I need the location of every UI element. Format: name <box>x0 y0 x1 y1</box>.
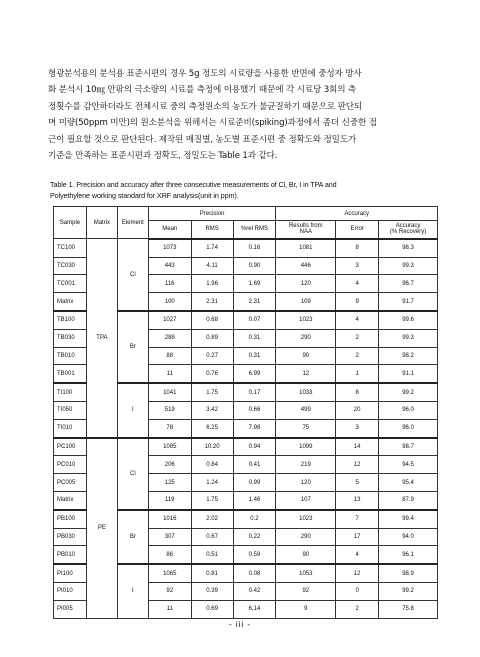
cell-rms: 0.81 <box>191 564 233 582</box>
cell-error: 4 <box>336 275 379 293</box>
cell-mean: 1041 <box>148 383 191 401</box>
cell-recovery: 98.2 <box>379 347 438 365</box>
cell-recovery: 96.7 <box>379 275 438 293</box>
cell-rel-rms: 0.07 <box>233 311 276 329</box>
cell-mean: 86 <box>148 546 191 564</box>
caption-line: Table 1. Precision and accuracy after three consecutive measurements of Cl, Br, I in TPA and <box>50 180 337 189</box>
cell-error: 2 <box>336 347 379 365</box>
paragraph-line: 화 분석시 10㎎ 안팎의 극소량의 시료를 측정에 이용했기 때문에 각 시료당 3회의 측 <box>48 85 357 96</box>
cell-rel-rms: 0.41 <box>233 456 276 474</box>
cell-sample: PI005 <box>54 600 87 618</box>
cell-sample: TC100 <box>54 239 87 257</box>
cell-rms: 1.74 <box>191 239 233 257</box>
cell-error: 3 <box>336 257 379 275</box>
results-table <box>53 206 438 619</box>
cell-mean: 1027 <box>148 311 191 329</box>
cell-mean: 1073 <box>148 239 191 257</box>
cell-mean: 100 <box>148 293 191 311</box>
paragraph-line: 기준을 만족하는 표준시편과 정확도, 정밀도는 Table 1과 같다. <box>48 151 278 162</box>
paragraph-line: 정횟수를 감안하더라도 전체시료 중의 측정원소의 농도가 불균질하기 때문으로 판단되 <box>48 101 363 112</box>
cell-rel-rms: 0.31 <box>233 347 276 365</box>
table-row <box>54 239 438 257</box>
cell-error: 13 <box>336 491 379 509</box>
cell-sample: PC100 <box>54 438 87 456</box>
cell-naa: 120 <box>276 275 336 293</box>
cell-rms: 1.24 <box>191 474 233 492</box>
cell-rel-rms: 6.99 <box>233 365 276 383</box>
cell-rel-rms: 6.14 <box>233 600 276 618</box>
cell-rms: 0.84 <box>191 456 233 474</box>
cell-sample: Matrix <box>54 293 87 311</box>
cell-error: 1 <box>336 365 379 383</box>
cell-naa: 120 <box>276 474 336 492</box>
cell-rel-rms: 7.98 <box>233 419 276 437</box>
cell-rel-rms: 0.59 <box>233 546 276 564</box>
body-paragraph <box>48 66 441 164</box>
cell-sample: PC005 <box>54 474 87 492</box>
cell-error: 4 <box>336 546 379 564</box>
cell-rel-rms: 2.31 <box>233 293 276 311</box>
cell-rel-rms: 0.90 <box>233 257 276 275</box>
header-naa <box>276 221 336 239</box>
cell-mean: 11 <box>148 600 191 618</box>
paragraph-line: 근이 필요할 것으로 판단된다. 제작된 매질별, 농도별 표준시편 중 정확도와 정밀도가 <box>48 134 357 145</box>
cell-rms: 0.69 <box>191 600 233 618</box>
cell-naa: 1023 <box>276 510 336 528</box>
cell-rms: 1.75 <box>191 383 233 401</box>
cell-rel-rms: 1.69 <box>233 275 276 293</box>
cell-rel-rms: 0.66 <box>233 401 276 419</box>
cell-rms: 0.51 <box>191 546 233 564</box>
cell-rel-rms: 0.22 <box>233 528 276 546</box>
cell-element: Cl <box>117 239 148 311</box>
cell-mean: 11 <box>148 365 191 383</box>
cell-recovery: 94.5 <box>379 456 438 474</box>
cell-error: 4 <box>336 311 379 329</box>
cell-sample: TB001 <box>54 365 87 383</box>
cell-naa: 290 <box>276 528 336 546</box>
cell-naa: 9 <box>276 600 336 618</box>
cell-sample: TB100 <box>54 311 87 329</box>
cell-mean: 1085 <box>148 438 191 456</box>
cell-rms: 0.89 <box>191 329 233 347</box>
cell-naa: 219 <box>276 456 336 474</box>
cell-sample: TB030 <box>54 329 87 347</box>
cell-sample: PC010 <box>54 456 87 474</box>
cell-rms: 10.20 <box>191 438 233 456</box>
cell-naa: 1099 <box>276 438 336 456</box>
cell-error: 3 <box>336 419 379 437</box>
header-mean: Mean <box>148 221 191 239</box>
cell-rel-rms: 0.16 <box>233 239 276 257</box>
cell-rms: 4.11 <box>191 257 233 275</box>
cell-mean: 307 <box>148 528 191 546</box>
cell-error: 0 <box>336 582 379 600</box>
cell-error: 17 <box>336 528 379 546</box>
header-naa-line: NAA <box>299 229 312 236</box>
cell-recovery: 96.0 <box>379 401 438 419</box>
cell-naa: 109 <box>276 293 336 311</box>
caption-line: Polyethylene working standard for XRF analysis(unit in ppm). <box>50 190 239 200</box>
cell-sample: TI100 <box>54 383 87 401</box>
header-precision: Precision <box>148 207 276 221</box>
cell-naa: 1081 <box>276 239 336 257</box>
table-row <box>54 438 438 456</box>
header-recovery-line: (% Recovery) <box>389 229 427 236</box>
cell-recovery: 98.9 <box>379 564 438 582</box>
cell-recovery: 91.7 <box>379 293 438 311</box>
cell-error: 14 <box>336 438 379 456</box>
cell-rms: 2.02 <box>191 510 233 528</box>
cell-sample: PB100 <box>54 510 87 528</box>
cell-recovery: 99.4 <box>379 510 438 528</box>
cell-recovery: 99.2 <box>379 582 438 600</box>
cell-matrix: TPA <box>86 239 117 438</box>
cell-naa: 1023 <box>276 311 336 329</box>
cell-rel-rms: 0.31 <box>233 329 276 347</box>
cell-rms: 0.67 <box>191 528 233 546</box>
cell-rms: 2.31 <box>191 293 233 311</box>
cell-mean: 1065 <box>148 564 191 582</box>
paragraph-line: 형광분석용의 분석용 표준시편의 경우 5g 정도의 시료량을 사용한 반면에 중성자 방사 <box>48 69 362 79</box>
cell-error: 5 <box>336 474 379 492</box>
cell-mean: 119 <box>148 491 191 509</box>
cell-naa: 499 <box>276 401 336 419</box>
cell-recovery: 94.0 <box>379 528 438 546</box>
cell-naa: 446 <box>276 257 336 275</box>
cell-recovery: 91.1 <box>379 365 438 383</box>
cell-sample: PB030 <box>54 528 87 546</box>
cell-mean: 116 <box>148 275 191 293</box>
cell-naa: 90 <box>276 347 336 365</box>
header-matrix: Matrix <box>86 207 117 239</box>
cell-sample: PI010 <box>54 582 87 600</box>
header-sample: Sample <box>54 207 87 239</box>
header-rel-rms: %rel RMS <box>233 221 276 239</box>
cell-error: 2 <box>336 600 379 618</box>
cell-mean: 125 <box>148 474 191 492</box>
header-error: Error <box>336 221 379 239</box>
cell-rms: 0.76 <box>191 365 233 383</box>
cell-sample: TB010 <box>54 347 87 365</box>
cell-rel-rms: 1.46 <box>233 491 276 509</box>
cell-rel-rms: 0.17 <box>233 383 276 401</box>
cell-naa: 107 <box>276 491 336 509</box>
cell-naa: 75 <box>276 419 336 437</box>
cell-rms: 1.96 <box>191 275 233 293</box>
header-accuracy: Accuracy <box>276 207 438 221</box>
cell-mean: 88 <box>148 347 191 365</box>
cell-element: Cl <box>117 438 148 510</box>
cell-recovery: 96.1 <box>379 546 438 564</box>
cell-recovery: 99.6 <box>379 311 438 329</box>
cell-error: 2 <box>336 329 379 347</box>
cell-naa: 1033 <box>276 383 336 401</box>
cell-error: 8 <box>336 383 379 401</box>
cell-rms: 0.27 <box>191 347 233 365</box>
cell-rel-rms: 0.42 <box>233 582 276 600</box>
cell-sample: TI050 <box>54 401 87 419</box>
cell-recovery: 99.2 <box>379 383 438 401</box>
cell-recovery: 99.3 <box>379 329 438 347</box>
cell-recovery: 98.3 <box>379 239 438 257</box>
cell-element: Br <box>117 311 148 383</box>
cell-rms: 0.68 <box>191 311 233 329</box>
cell-error: 8 <box>336 239 379 257</box>
cell-rms: 3.42 <box>191 401 233 419</box>
cell-naa: 92 <box>276 582 336 600</box>
cell-mean: 288 <box>148 329 191 347</box>
cell-mean: 1016 <box>148 510 191 528</box>
cell-sample: Matrix <box>54 491 87 509</box>
cell-recovery: 99.3 <box>379 257 438 275</box>
cell-rel-rms: 0.94 <box>233 438 276 456</box>
cell-rel-rms: 0.99 <box>233 474 276 492</box>
table-caption <box>50 180 445 201</box>
cell-naa: 90 <box>276 546 336 564</box>
cell-error: 12 <box>336 456 379 474</box>
cell-matrix: PE <box>86 438 117 618</box>
cell-mean: 443 <box>148 257 191 275</box>
header-recovery-line: Accuracy <box>395 223 421 230</box>
cell-rel-rms: 0.08 <box>233 564 276 582</box>
cell-recovery: 98.7 <box>379 438 438 456</box>
cell-recovery: 96.0 <box>379 419 438 437</box>
cell-recovery: 75.8 <box>379 600 438 618</box>
cell-rms: 6.25 <box>191 419 233 437</box>
cell-mean: 92 <box>148 582 191 600</box>
cell-element: I <box>117 564 148 618</box>
cell-error: 20 <box>336 401 379 419</box>
header-naa-line: Results from <box>288 223 323 230</box>
cell-naa: 1053 <box>276 564 336 582</box>
paragraph-line: 며 미량(50ppm 미만)의 원소분석을 위해서는 시료준비(spiking)과정에서 좀더 신중한 접 <box>48 118 377 129</box>
cell-mean: 519 <box>148 401 191 419</box>
cell-naa: 12 <box>276 365 336 383</box>
header-rms: RMS <box>191 221 233 239</box>
cell-rms: 0.39 <box>191 582 233 600</box>
page-number: - iii - <box>228 620 252 629</box>
cell-naa: 290 <box>276 329 336 347</box>
cell-rms: 1.75 <box>191 491 233 509</box>
cell-recovery: 87.9 <box>379 491 438 509</box>
header-recovery <box>379 221 438 239</box>
cell-element: Br <box>117 510 148 564</box>
cell-element: I <box>117 383 148 437</box>
header-element: Element <box>117 207 148 239</box>
cell-recovery: 95.4 <box>379 474 438 492</box>
cell-error: 12 <box>336 564 379 582</box>
cell-rel-rms: 0.2 <box>233 510 276 528</box>
cell-mean: 206 <box>148 456 191 474</box>
cell-sample: TC030 <box>54 257 87 275</box>
cell-sample: PB010 <box>54 546 87 564</box>
cell-sample: PI100 <box>54 564 87 582</box>
cell-error: 9 <box>336 293 379 311</box>
table-body <box>54 239 438 618</box>
cell-sample: TI010 <box>54 419 87 437</box>
cell-sample: TC001 <box>54 275 87 293</box>
cell-mean: 78 <box>148 419 191 437</box>
cell-error: 7 <box>336 510 379 528</box>
